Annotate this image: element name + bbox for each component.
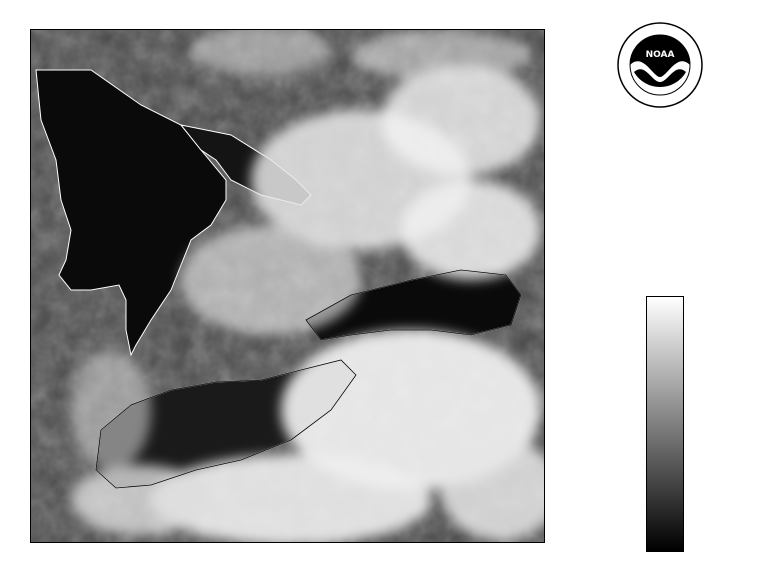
noaa-logo-text: NOAA <box>645 50 675 60</box>
reflectance-colorbar <box>646 296 684 552</box>
satellite-image <box>30 29 545 543</box>
noaa-logo <box>617 22 703 108</box>
map-canvas <box>31 30 544 542</box>
